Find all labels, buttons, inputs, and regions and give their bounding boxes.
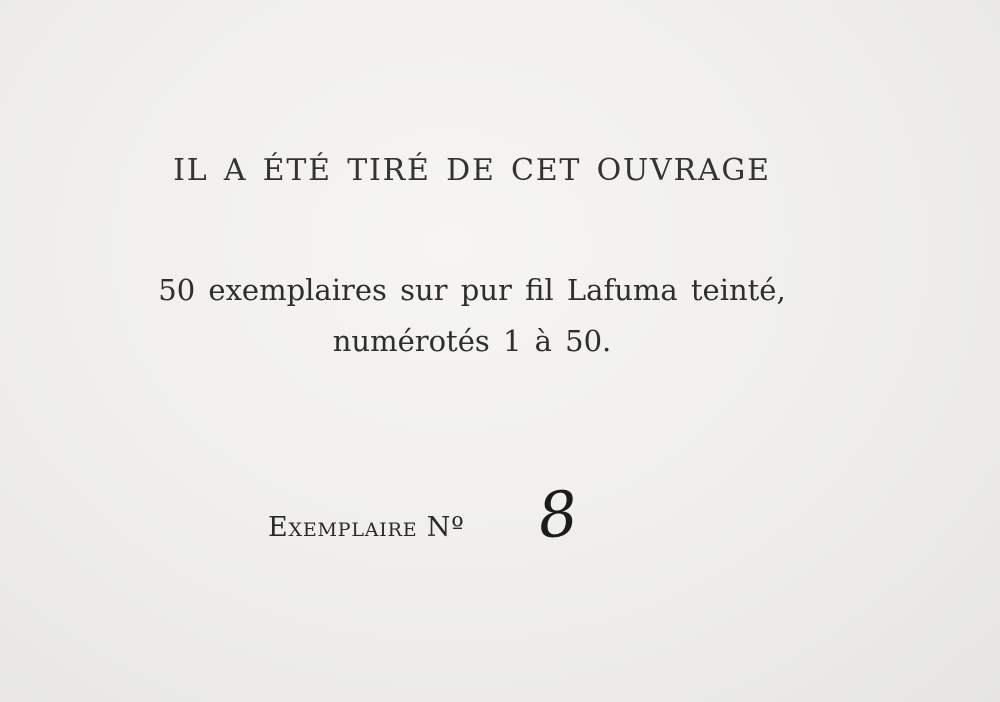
numbering-statement: numérotés 1 à 50. (332, 324, 612, 358)
handwritten-copy-number: 8 (534, 476, 582, 553)
copy-number-label: Exemplaire Nº (268, 512, 465, 543)
colophon-heading: IL A ÉTÉ TIRÉ DE CET OUVRAGE (173, 153, 771, 188)
edition-statement: 50 exemplaires sur pur fil Lafuma teinté, (158, 273, 786, 307)
